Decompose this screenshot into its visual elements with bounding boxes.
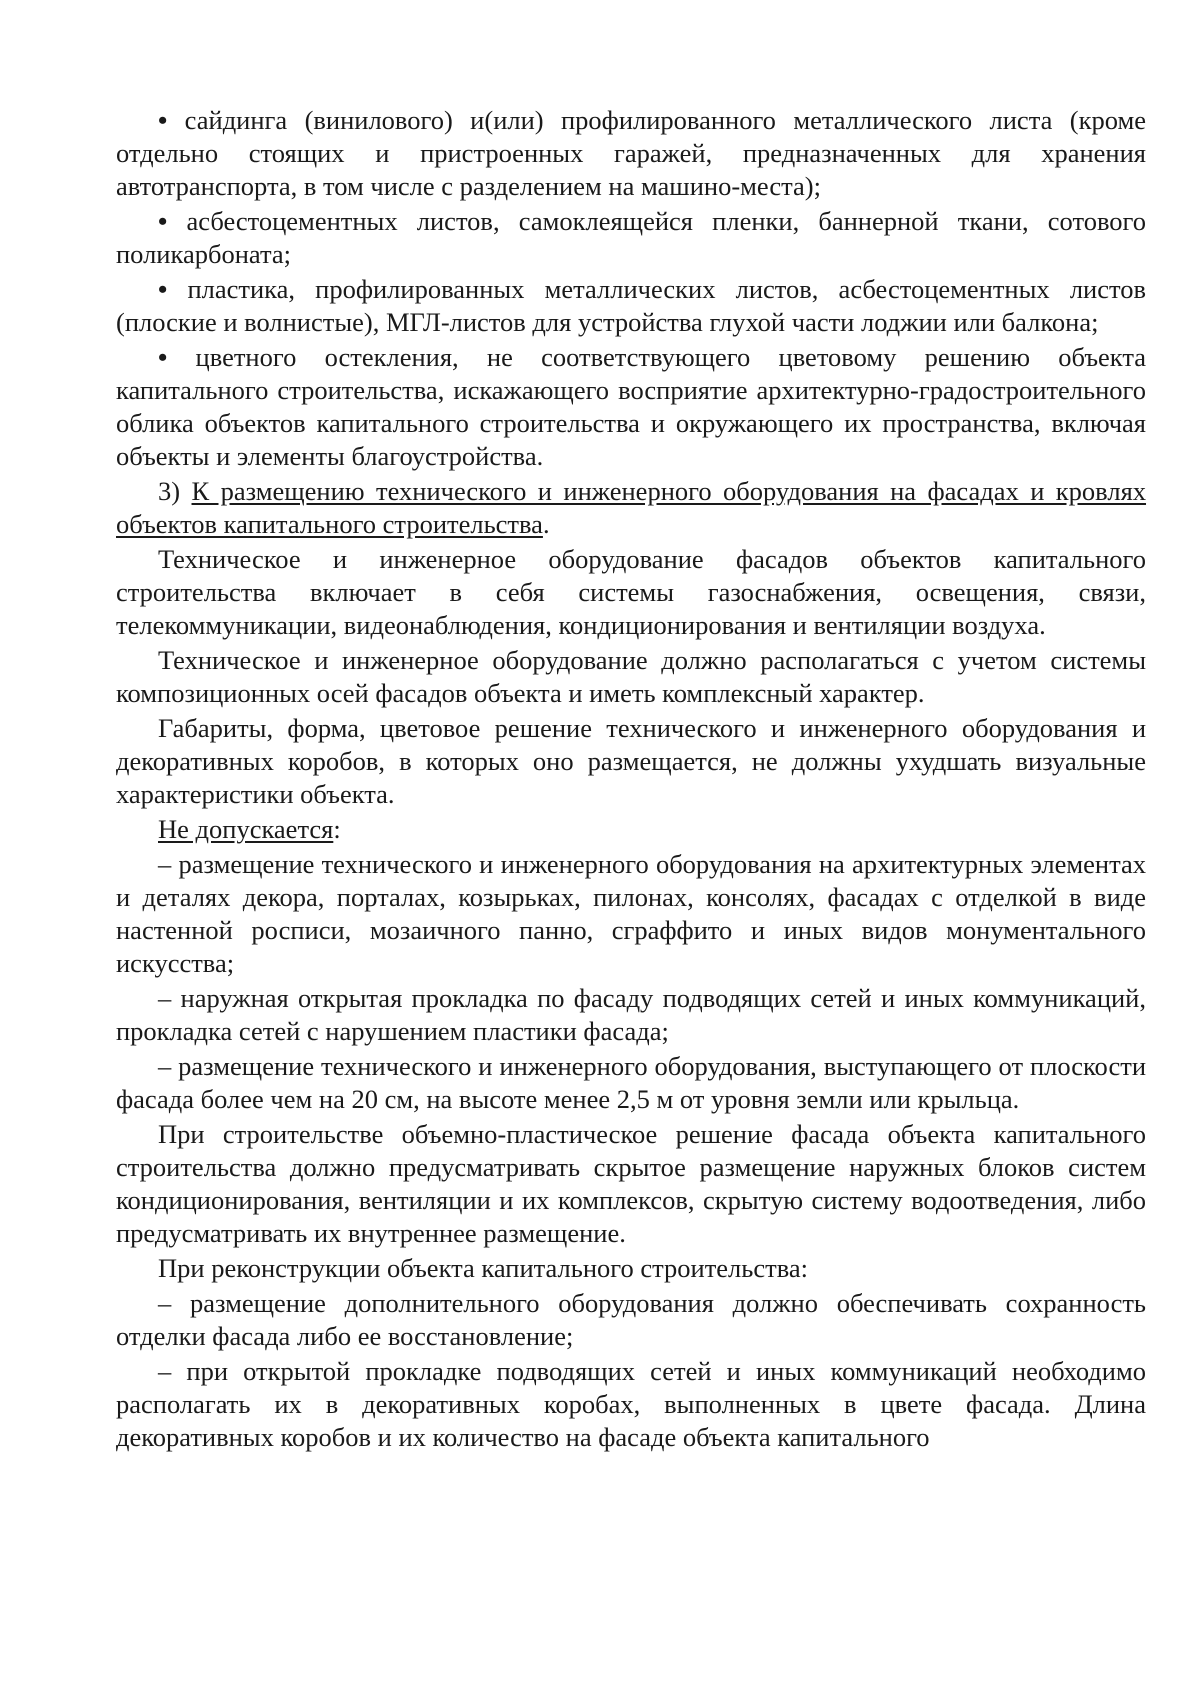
section-title-tail: . [542, 509, 550, 539]
dash-item: – наружная открытая прокладка по фасаду подводящих сетей и иных коммуникаций, прокладка сетей с нарушением пластики фасада; [116, 983, 1146, 1046]
not-allowed-heading [116, 813, 1146, 846]
not-allowed-tail: : [333, 814, 341, 844]
section-title: К размещению технического и инженерного оборудования на фасадах и кровлях объектов капитального строительства [116, 476, 1147, 539]
bullet-item: • цветного остекления, не соответствующего цветовому решению объекта капитального строительства, искажающего восприятие архитектурно-градостроительного облика объектов капитального строительства и окружающего их пространства, включая объекты и элементы благоустройства. [116, 341, 1146, 473]
dash-item: – при открытой прокладке подводящих сетей и иных коммуникаций необходимо располагать их в декоративных коробах, выполненных в цвете фасада. Длина декоративных коробов и их количество на фасаде объекта капитального [116, 1356, 1146, 1452]
not-allowed-label: Не допускается [158, 814, 334, 844]
bullet-item: • асбестоцементных листов, самоклеящейся пленки, баннерной ткани, сотового поликарбоната; [116, 205, 1146, 271]
bullet-item: • сайдинга (винилового) и(или) профилированного металлического листа (кроме отдельно стоящих и пристроенных гаражей, предназначенных для хранения автотранспорта, в том числе с разделением на машино-места); [116, 104, 1146, 203]
paragraph: При строительстве объемно-пластическое решение фасада объекта капитального строительства должно предусматривать скрытое размещение наружных блоков систем кондиционирования, вентиляции и их комплексов, скрытую систему водоотведения, либо предусматривать их внутреннее размещение. [116, 1119, 1146, 1248]
document-page [116, 104, 1146, 1456]
section-number: 3) [158, 476, 192, 506]
dash-item: – размещение технического и инженерного оборудования на архитектурных элементах и деталях декора, порталах, козырьках, пилонах, консолях, фасадах с отделкой в виде настенной росписи, мозаичного панно, сграффито и иных видов монументального искусства; [116, 849, 1146, 978]
dash-item: – размещение дополнительного оборудования должно обеспечивать сохранность отделки фасада либо ее восстановление; [116, 1288, 1146, 1351]
paragraph: При реконструкции объекта капитального строительства: [158, 1253, 808, 1283]
paragraph: Габариты, форма, цветовое решение технического и инженерного оборудования и декоративных коробов, в которых оно размещается, не должны ухудшать визуальные характеристики объекта. [116, 713, 1146, 809]
paragraph: Техническое и инженерное оборудование фасадов объектов капитального строительства включает в себя системы газоснабжения, освещения, связи, телекоммуникации, видеонаблюдения, кондиционирования и вентиляции воздуха. [116, 544, 1146, 640]
paragraph: Техническое и инженерное оборудование должно располагаться с учетом системы композиционных осей фасадов объекта и иметь комплексный характер. [116, 645, 1146, 708]
dash-item: – размещение технического и инженерного оборудования, выступающего от плоскости фасада более чем на 20 см, на высоте менее 2,5 м от уровня земли или крыльца. [116, 1051, 1146, 1114]
section-3-heading [116, 475, 1146, 541]
bullet-item: • пластика, профилированных металлических листов, асбестоцементных листов (плоские и волнистые), МГЛ-листов для устройства глухой части лоджии или балкона; [116, 273, 1146, 339]
